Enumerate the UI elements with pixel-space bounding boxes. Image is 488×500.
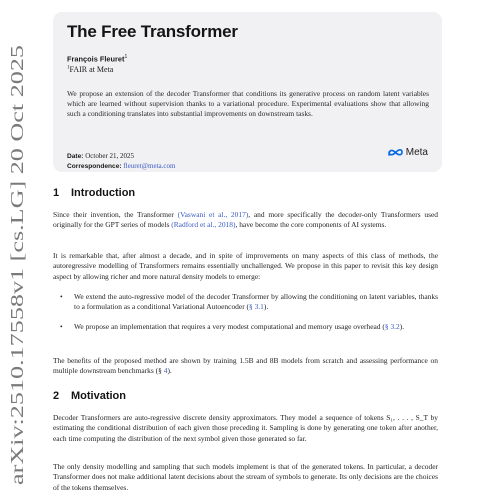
affiliation-line bbox=[67, 65, 113, 74]
meta-logo-text: Meta bbox=[405, 147, 428, 158]
date-value: October 21, 2025 bbox=[85, 152, 135, 160]
section-ref-link[interactable]: § 3.2 bbox=[384, 322, 400, 331]
intro-paragraph-3 bbox=[53, 356, 438, 377]
text-run: , have become the core components of AI systems. bbox=[235, 220, 387, 230]
paper-title: The Free Transformer bbox=[67, 22, 238, 41]
bullet-dot-icon: • bbox=[60, 292, 63, 301]
author-affil-mark: 1 bbox=[124, 54, 128, 60]
abstract: We propose an extension of the decoder Transformer that conditions its generative process on random latent variables which are learned without supervision thanks to a variational procedure. Experimental evaluations show that allowing such a conditioning translates into substantial improvements on downstream tasks. bbox=[67, 89, 429, 119]
title-block bbox=[53, 12, 442, 172]
arxiv-stamp bbox=[4, 40, 30, 488]
contribution-bullet bbox=[60, 292, 438, 313]
text-run: We extend the auto-regressive model of the decoder Transformer by allowing the conditioning on latent variables, thanks to a formulation as a conditional Variational Autoencoder ( bbox=[74, 292, 438, 312]
text-run: , and more specifically the decoder-only Transformers used originally for the GPT series of models bbox=[53, 210, 439, 230]
bullet-dot-icon: • bbox=[60, 322, 63, 331]
citation-link-radford[interactable]: (Radford et al., 2018) bbox=[171, 220, 236, 230]
section-ref-link[interactable]: § 3.1 bbox=[249, 302, 264, 312]
text-run: ). bbox=[263, 302, 269, 312]
text-run: ). bbox=[399, 322, 405, 331]
text-run: The benefits of the proposed method are shown by training 1.5B and 8B models from scratch and assessing performance on multiple downstream benchmarks (§ bbox=[53, 356, 438, 376]
arxiv-stamp-text: arXiv:2510.17558v1 [cs.LG] 20 Oct 2025 bbox=[7, 190, 27, 485]
section-ref-link[interactable]: 4 bbox=[163, 366, 168, 376]
intro-paragraph-1 bbox=[53, 210, 438, 231]
meta-infinity-icon bbox=[387, 148, 404, 157]
section-number: 1 bbox=[53, 187, 60, 199]
section-heading-motivation bbox=[53, 390, 126, 402]
affiliation-mark: 1 bbox=[67, 65, 70, 71]
author-name: François Fleuret bbox=[67, 54, 125, 64]
section-number: 2 bbox=[53, 390, 60, 402]
text-run: ). bbox=[167, 366, 172, 376]
date-label: Date: bbox=[67, 153, 84, 160]
citation-link-vaswani[interactable]: (Vaswani et al., 2017) bbox=[177, 210, 249, 219]
text-run: We propose an implementation that requires a very modest computational and memory usage overhead ( bbox=[74, 322, 385, 331]
motivation-paragraph-1: Decoder Transformers are auto-regressive discrete density approximators. They model a sequence of tokens S₁, . . . , S_T by estimating the conditional distribution of each given those preceding it. Sampling is done by generating one token after another, each time computing the distribution of the next symbol given those generated so far. bbox=[53, 413, 438, 443]
bullet-text bbox=[74, 292, 438, 313]
correspondence-line bbox=[67, 162, 175, 170]
section-heading-introduction bbox=[53, 187, 135, 199]
contribution-bullet bbox=[60, 322, 438, 332]
intro-paragraph-2: It is remarkable that, after almost a decade, and in spite of improvements on many aspects of this class of methods, the autoregressive modelling of Transformers remains essentially unchallenged. We propose in this paper to revisit this key design aspect by allowing richer and more natural density models to emerge: bbox=[53, 251, 438, 281]
correspondence-label: Correspondence: bbox=[67, 163, 122, 170]
meta-logo bbox=[387, 147, 428, 158]
correspondence-email-link[interactable]: fleuret@meta.com bbox=[123, 162, 176, 170]
date-line bbox=[67, 152, 134, 160]
motivation-paragraph-2: The only density modelling and sampling that such models implement is that of the generated tokens. In particular, a decoder Transformer does not make additional latent decisions about the stream of symbols to generate. Its only decisions are the choices of the tokens themselves. bbox=[53, 462, 438, 492]
section-title: Motivation bbox=[71, 390, 126, 402]
text-run: Since their invention, the Transformer bbox=[53, 210, 178, 219]
affiliation-name: FAIR at Meta bbox=[69, 65, 114, 74]
author-line bbox=[67, 54, 127, 63]
bullet-text bbox=[74, 322, 438, 332]
section-title: Introduction bbox=[71, 187, 136, 199]
